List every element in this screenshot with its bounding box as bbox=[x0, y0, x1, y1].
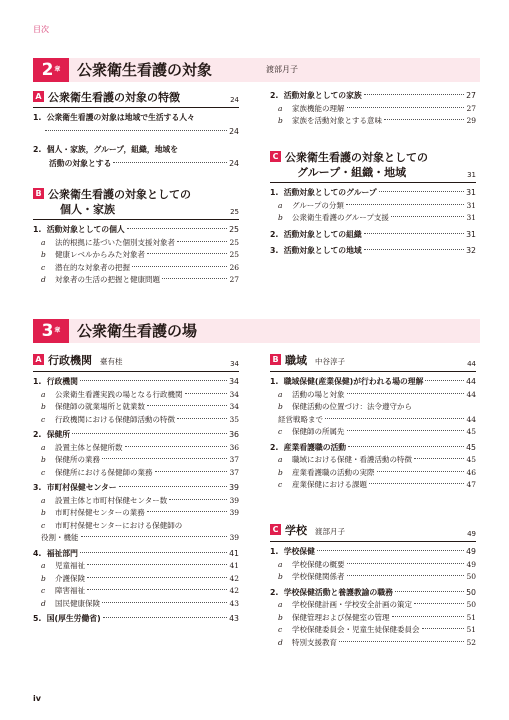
section-2-cont bbox=[270, 89, 476, 128]
toc-subentry[interactable]: c 潜在的な対象者の把握 26 bbox=[41, 262, 239, 272]
toc-entry[interactable]: 3. 活動対象としての地域 32 bbox=[270, 246, 476, 255]
toc-subentry[interactable]: c 保健師の所属先 45 bbox=[278, 427, 476, 436]
toc-subentry[interactable]: a 学校保健計画・学校安全計画の策定 50 bbox=[278, 600, 476, 609]
section-badge: C bbox=[270, 151, 281, 162]
toc-subentry[interactable]: b 産業看護職の活動の実際 46 bbox=[278, 467, 476, 477]
section-heading[interactable] bbox=[33, 90, 239, 108]
toc-subentry[interactable]: b 市町村保健センターの業務 39 bbox=[41, 508, 239, 517]
toc-subentry[interactable]: b 健康レベルからみた対象者 25 bbox=[41, 250, 239, 259]
section-heading[interactable] bbox=[270, 353, 476, 372]
toc-subentry[interactable]: b 家族を活動対象とする意味 29 bbox=[278, 116, 476, 125]
page-ref: 31 bbox=[467, 171, 476, 179]
toc-entry[interactable]: 2. 学校保健活動と養護教諭の職務 50 bbox=[270, 587, 476, 597]
toc-subentry[interactable]: a 児童福祉 41 bbox=[41, 561, 239, 570]
section-3B bbox=[270, 353, 476, 492]
section-title: 職域 bbox=[285, 354, 307, 367]
section-title: 公衆衛生看護の対象としての bbox=[48, 188, 191, 201]
toc-entry[interactable]: 1. 公衆衛生看護の対象は地域で生活する人々 bbox=[33, 113, 195, 122]
page-ref: 49 bbox=[467, 530, 476, 538]
section-heading[interactable] bbox=[33, 353, 239, 372]
toc-subentry-continued: 役割・機能 39 bbox=[41, 533, 239, 542]
toc-subentry[interactable]: b 介護保険 42 bbox=[41, 573, 239, 583]
toc-subentry[interactable]: a 公衆衛生看護実践の場となる行政機関 34 bbox=[41, 389, 239, 399]
toc-subentry[interactable]: a 設置主体と市町村保健センター数 39 bbox=[41, 495, 239, 505]
toc-entry-continued: 24 bbox=[33, 126, 239, 139]
toc-subentry[interactable]: c 市町村保健センターにおける保健師の bbox=[41, 520, 183, 530]
toc-subentry[interactable]: b 保健所の業務 37 bbox=[41, 455, 239, 464]
toc-subentry[interactable]: a 設置主体と保健所数 36 bbox=[41, 442, 239, 452]
section-title: 公衆衛生看護の対象としての bbox=[285, 151, 428, 164]
section-badge: A bbox=[33, 354, 44, 365]
section-title: 行政機関 bbox=[48, 354, 92, 367]
section-badge: B bbox=[270, 354, 281, 365]
toc-subentry[interactable]: a 職域における保健・看護活動の特徴 45 bbox=[278, 455, 476, 464]
section-3A bbox=[33, 353, 239, 626]
toc-entry[interactable]: 1. 活動対象としてのグループ 31 bbox=[270, 188, 476, 197]
page-ref: 34 bbox=[230, 360, 239, 368]
toc-subentry[interactable]: c 保健所における保健師の業務 37 bbox=[41, 467, 239, 477]
page-ref: 25 bbox=[230, 208, 239, 216]
toc-label: 目次 bbox=[33, 25, 49, 34]
chapter-number: 3章 bbox=[33, 319, 69, 343]
section-2A bbox=[33, 90, 239, 170]
toc-entry[interactable]: 2. 活動対象としての家族 27 bbox=[270, 91, 476, 100]
toc-subentry-continued: 経営戦略まで 44 bbox=[278, 414, 476, 424]
toc-subentry[interactable]: a 学校保健の概要 49 bbox=[278, 559, 476, 569]
section-badge: B bbox=[33, 188, 44, 199]
toc-entry[interactable]: 2. 活動対象としての組織 31 bbox=[270, 229, 476, 239]
toc-entry[interactable]: 3. 市町村保健センター 39 bbox=[33, 483, 239, 492]
section-2B bbox=[33, 187, 239, 287]
toc-entry[interactable]: 5. 国(厚生労働省) 43 bbox=[33, 614, 239, 623]
chapter-2-header bbox=[33, 58, 480, 82]
section-author: 渡部月子 bbox=[315, 527, 345, 536]
toc-subentry[interactable]: a グループの分類 31 bbox=[278, 200, 476, 210]
toc-entry[interactable]: 4. 福祉部門 41 bbox=[33, 548, 239, 558]
toc-subentry[interactable]: b 保健活動の位置づけ：法令遵守から bbox=[278, 402, 412, 411]
toc-subentry[interactable]: a 活動の場と対象 44 bbox=[278, 389, 476, 399]
toc-entry[interactable]: 1. 学校保健 49 bbox=[270, 547, 476, 556]
chapter-number: 2章 bbox=[33, 58, 69, 82]
toc-entry-continued: 活動の対象とする 24 bbox=[49, 158, 239, 168]
toc-entry[interactable]: 1. 職域保健(産業保健)が行われる場の理解 44 bbox=[270, 377, 476, 386]
toc-subentry[interactable]: b 公衆衛生看護のグループ支援 31 bbox=[278, 213, 476, 222]
section-heading[interactable] bbox=[270, 523, 476, 542]
section-title: 学校 bbox=[285, 524, 307, 537]
section-author: 中谷淳子 bbox=[315, 357, 345, 366]
section-heading[interactable] bbox=[33, 187, 239, 220]
toc-subentry[interactable]: b 学校保健関係者 50 bbox=[278, 572, 476, 581]
section-title-line2: グループ・組織・地域 bbox=[297, 166, 407, 179]
toc-subentry[interactable]: c 産業保健における課題 47 bbox=[278, 480, 476, 489]
chapter-title: 公衆衛生看護の対象 bbox=[77, 61, 213, 79]
toc-subentry[interactable]: d 国民健康保険 43 bbox=[41, 598, 239, 608]
chapter-author: 渡部月子 bbox=[266, 65, 298, 74]
toc-subentry[interactable]: b 保健師の就業場所と就業数 34 bbox=[41, 402, 239, 411]
section-2C bbox=[270, 150, 476, 258]
toc-subentry[interactable]: c 障害福祉 42 bbox=[41, 586, 239, 595]
toc-subentry[interactable]: a 法的根拠に基づいた個別支援対象者 25 bbox=[41, 237, 239, 247]
page-ref: 24 bbox=[230, 96, 239, 104]
toc-entry[interactable]: 2. 保健所 36 bbox=[33, 430, 239, 439]
section-badge: A bbox=[33, 91, 44, 102]
section-3C bbox=[270, 523, 476, 649]
toc-subentry[interactable]: a 家族機能の理解 27 bbox=[278, 103, 476, 113]
section-author: 臺有桂 bbox=[100, 357, 123, 366]
chapter-title: 公衆衛生看護の場 bbox=[77, 322, 198, 340]
section-badge: C bbox=[270, 524, 281, 535]
toc-subentry[interactable]: c 学校保健委員会・児童生徒保健委員会 51 bbox=[278, 625, 476, 634]
section-title-line2: 個人・家族 bbox=[60, 203, 115, 216]
toc-entry[interactable]: 1. 活動対象としての個人 25 bbox=[33, 225, 239, 234]
toc-entry[interactable]: 1. 行政機関 34 bbox=[33, 377, 239, 386]
page-number: iv bbox=[33, 694, 41, 703]
toc-entry[interactable]: 2. 個人・家族，グループ，組織，地域を bbox=[33, 145, 179, 154]
toc-subentry[interactable]: b 保健管理および保健室の管理 51 bbox=[278, 612, 476, 622]
toc-subentry[interactable]: d 特別支援教育 52 bbox=[278, 637, 476, 647]
toc-subentry[interactable]: d 対象者の生活の把握と健康問題 27 bbox=[41, 275, 239, 284]
section-title: 公衆衛生看護の対象の特徴 bbox=[48, 91, 180, 104]
toc-entry[interactable]: 2. 産業看護職の活動 45 bbox=[270, 442, 476, 452]
section-heading[interactable] bbox=[270, 150, 476, 183]
page-ref: 44 bbox=[467, 360, 476, 368]
toc-subentry[interactable]: c 行政機関における保健師活動の特徴 35 bbox=[41, 414, 239, 424]
chapter-3-header bbox=[33, 319, 480, 343]
